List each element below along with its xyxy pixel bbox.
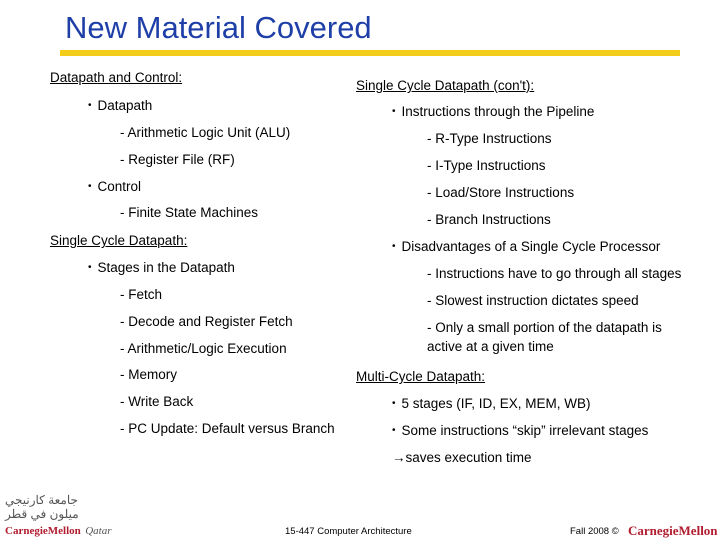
heading-multi-cycle: Multi-Cycle Datapath: — [356, 369, 486, 384]
item-writeback: - Write Back — [120, 394, 194, 409]
item-small-portion-line1: - Only a small portion of the datapath is — [427, 320, 662, 335]
heading-single-cycle: Single Cycle Datapath: — [50, 233, 188, 248]
cmu-qatar-arabic-text: جامعة كارنيجي ميلون في قطر — [5, 493, 79, 521]
item-rtype: - R-Type Instructions — [427, 131, 552, 146]
bullet-control: • Control — [88, 179, 141, 194]
bullet-5-stages: • 5 stages (IF, ID, EX, MEM, WB) — [392, 396, 591, 411]
bullet-skip-stages: • Some instructions “skip” irrelevant stages — [392, 423, 648, 438]
item-decode: - Decode and Register Fetch — [120, 314, 293, 329]
cmu-qatar-logo-text: CarnegieMellon — [5, 525, 81, 537]
item-all-stages: - Instructions have to go through all stages — [427, 266, 682, 281]
saves-text: saves execution time — [405, 450, 532, 465]
heading-datapath-control: Datapath and Control: — [50, 70, 183, 85]
heading-single-cycle-cont: Single Cycle Datapath (con't): — [356, 78, 535, 93]
bullet-pipeline: • Instructions through the Pipeline — [392, 104, 594, 119]
item-memory: - Memory — [120, 367, 177, 382]
item-execute: - Arithmetic/Logic Execution — [120, 341, 287, 356]
item-fsm: - Finite State Machines — [120, 205, 259, 220]
item-itype: - I-Type Instructions — [427, 158, 546, 173]
bullet-disadvantages: • Disadvantages of a Single Cycle Processor — [392, 239, 660, 254]
cmu-qatar-logo — [5, 493, 112, 537]
item-small-portion-line2: active at a given time — [427, 339, 554, 354]
saves-execution-time — [392, 450, 532, 465]
bullet-stages: • Stages in the Datapath — [88, 260, 235, 275]
cmu-logo-right: CarnegieMellon — [628, 523, 718, 538]
item-fetch: - Fetch — [120, 287, 163, 302]
right-arrow-icon: → — [392, 450, 406, 465]
item-alu: - Arithmetic Logic Unit (ALU) — [120, 125, 291, 140]
cmu-qatar-logo-qatar: Qatar — [85, 525, 112, 537]
footer-term: Fall 2008 © — [570, 526, 619, 537]
bullet-datapath: • Datapath — [88, 98, 152, 113]
item-loadstore: - Load/Store Instructions — [427, 185, 575, 200]
title-underline-bar — [60, 50, 680, 56]
item-pc-update: - PC Update: Default versus Branch — [120, 421, 335, 436]
item-slowest: - Slowest instruction dictates speed — [427, 293, 639, 308]
item-branch: - Branch Instructions — [427, 212, 551, 227]
slide-title: New Material Covered — [65, 10, 372, 45]
footer-course: 15-447 Computer Architecture — [285, 526, 412, 537]
item-rf: - Register File (RF) — [120, 152, 235, 167]
